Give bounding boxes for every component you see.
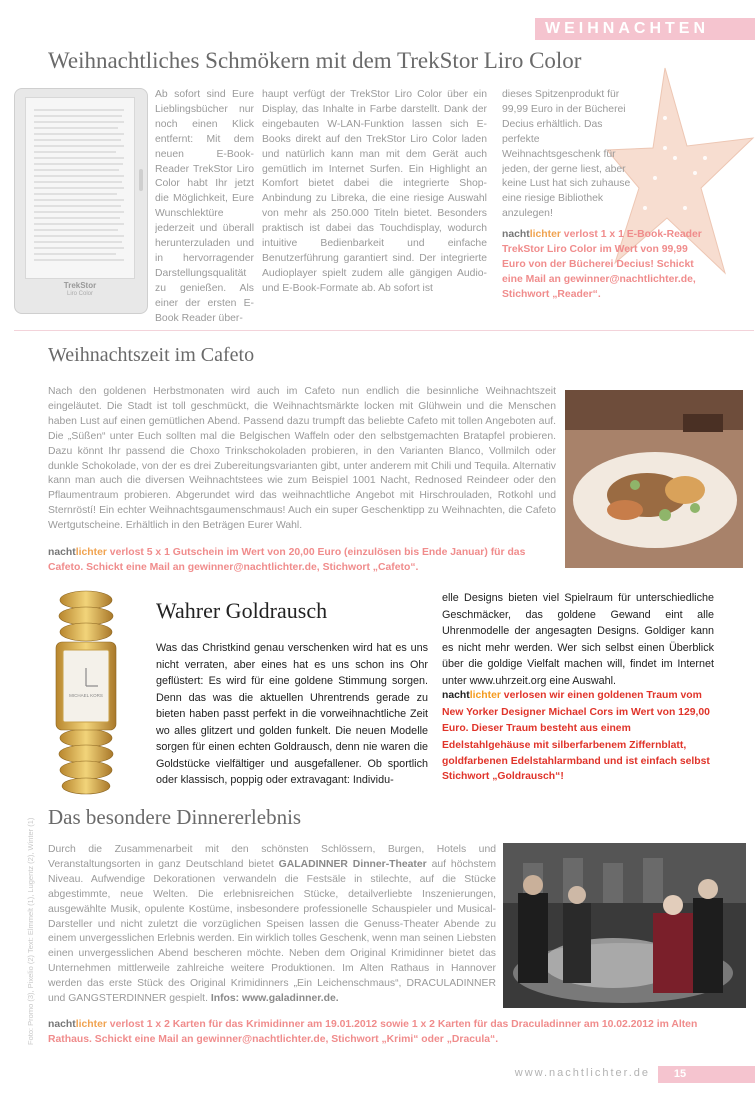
dinner-body-bold: GALADINNER Dinner-Theater xyxy=(278,858,427,870)
cafeto-title: Weihnachtszeit im Cafeto xyxy=(48,344,255,366)
watch-brand: MICHAEL KORS xyxy=(69,693,103,698)
divider-line xyxy=(14,330,754,331)
trekstor-promo xyxy=(502,228,714,328)
goldrausch-col2: elle Designs bieten viel Spielraum für unterschiedliche Geschmäcker, das goldene Gewand eint alle Uhrenmodelle der angesagten Designs. Goldiger kann es nicht mehr werden. Wer sich selbst einen Überblick über die goldige Vielfalt machen will, findet im Internet unter www.uhrzeit.org eine Auswahl. xyxy=(442,592,714,687)
dinner-infos: Infos: www.galadinner.de. xyxy=(210,993,339,1005)
trekstor-col1: Ab sofort sind Eure Lieblingsbücher nur noch einen Klick entfernt: Mit dem neuen E-Book-Reader TrekStor Liro Color habt Ihr jetzt die Möglichkeit, Eure Wunschlektüre jederzeit und überall herunterzuladen und in hervorragender Darstellungsqualität zu genießen. Als einer der ersten E-Book Reader über- xyxy=(155,89,254,324)
brand-nacht: nacht xyxy=(442,690,470,701)
brand-lichter: lichter xyxy=(529,229,561,240)
dinner-theater-image xyxy=(503,843,746,1008)
brand-nacht: nacht xyxy=(48,547,76,558)
dinner-body-b: auf höchstem Niveau. Aufwendige Dekorationen verwandeln die Festsäle in stilechte, auf die Stücke abgestimmte, neue Welten. Die erlebnisreichen Stücke, detailverliebte Inszenierungen, ausgewählte Musik, opulente Kostüme, insbesondere professionelle Schauspieler und Musical-Darsteller und nicht zuletzt die vorzüglichen Speisen lassen die Genuss-Theater Abende zu einem unvergesslichen Erlebnis werden. Ein wirklich tolles Geschenk, wenn man seinen Liebsten einen unvergesslichen Abend bescheren möchte. Neben dem Original Krimidinner bietet das Unternehmen mittlerweile zahlreiche weitere Produktionen. Im Alten Rathaus in Hannover werden das erste Stück des Original Krimidinners „Ein Leichenschmaus“, DRACULADINNER und GANGSTERDINNER gespielt. xyxy=(48,858,496,1005)
ereader-button xyxy=(139,169,143,191)
ereader-image xyxy=(14,88,148,314)
brand-lichter: lichter xyxy=(75,547,107,558)
brand-nacht: nacht xyxy=(48,1019,76,1030)
dinner-body xyxy=(48,843,496,1035)
food-plate-image xyxy=(565,390,743,568)
gold-watch-image xyxy=(40,590,132,795)
cafeto-photo xyxy=(565,390,743,568)
goldrausch-title: Wahrer Goldrausch xyxy=(156,598,328,623)
brand-lichter: lichter xyxy=(75,1019,107,1030)
goldrausch-col1: Was das Christkind genau verschenken wird hat es uns nicht verraten, aber eines hat es uns schon ins Ohr geflüstert: Es wird für eine goldene Stimmung sorgen. Denn das was die aktuellen Uhrentrends gerade zu bieten haben passt perfekt in die vorweihnachtliche Zeit wo alles glitzert und golden funkelt. Die neuen Modelle sorgen für einen echten Goldrausch, denn nie waren die Goldstücke vielfältiger und ausgefallener. Ob sportlich oder klassisch, poppig oder extravagant: Individu- xyxy=(156,642,428,786)
photo-credits: Foto: Promo (3), Pixelio (2) Text: Elmmelt (1), Lugentz (2), Winter (1) xyxy=(26,817,35,1045)
dinner-body-a: Durch die Zusammenarbeit mit den schönsten Schlössern, Burgen, Hotels und Veranstaltungsorten in ganz Deutschland bietet xyxy=(48,844,496,870)
ereader-model: Liro Color xyxy=(66,291,93,297)
trekstor-title: Weihnachtliches Schmökern mit dem TrekStor Liro Color xyxy=(48,48,582,73)
dinner-photo xyxy=(503,843,746,1008)
cafeto-promo xyxy=(48,546,556,576)
brand-nacht: nacht xyxy=(502,229,530,240)
goldrausch-promo-text: verlosen wir einen goldenen Traum vom New Yorker Designer Michael Cors im Wert von 129,00 Euro. Dieser Traum besteht aus einem Edelstahlgehäuse mit silberfarbenem Ziffernblatt, goldfarbenen Edelstahlarmband und ist einfach selbst xyxy=(442,690,710,767)
trekstor-col2: haupt verfügt der TrekStor Liro Color über ein Display, das Inhalte in Farbe darstellt. Dank der eingebauten W-LAN-Funktion lassen sich E-Books direkt auf den TrekStor Liro Color laden und natürlich kann man mit dem Gerät auch gemütlich im Internet Surfen. Ein Highlight an Komfort bietet dabei die integrierte Shop-Anbindung zu Libreka, die eine riesige Auswahl von mehr als 250.000 Titeln bietet. Besonders praktisch ist dabei das Touchdisplay, wodurch intuitive Bedienbarkeit und einfache Benutzerführung garantiert sind. Der integrierte Audioplayer spielt zudem alle gängigen Audio- und E-Book-Formate ab. Ab sofort ist xyxy=(262,89,487,294)
goldrausch-promo xyxy=(442,688,716,772)
ereader-text-lines xyxy=(26,98,134,278)
trekstor-promo-text: verlost 1 x 1 E-Book-Reader TrekStor Liro Color im Wert von 99,99 Euro von der Bücherei Decius! Schickt eine Mail an gewinner@nachtlichter.de, Stichwort „Reader“. xyxy=(502,229,702,300)
footer-url[interactable]: www.nachtlichter.de xyxy=(514,1067,650,1079)
dinner-promo xyxy=(48,1018,720,1050)
goldrausch-keyword: Stichwort „Goldrausch“! xyxy=(442,771,564,782)
page-number: 15 xyxy=(673,1068,687,1080)
dinner-title: Das besondere Dinnererlebnis xyxy=(48,805,302,829)
trekstor-col3: dieses Spitzenprodukt für 99,99 Euro in der Bücherei Decius erhältlich. Das perfekte Weihnachtsgeschenk für jeden, der gerne liest, aber keine Lust hat sich zuhause eine riesige Bibliothek anzulegen! xyxy=(502,89,631,220)
cafeto-body: Nach den goldenen Herbstmonaten wird auch im Cafeto nun endlich die besinnliche Weihnachtszeit eingeläutet. Die Stadt ist toll geschmückt, die Weihnachtsmärkte locken mit Glühwein und die Menschen haben Lust auf einen gemütlichen Abend. Passend dazu trumpft das beliebte Cafeto mit tollen Angeboten auf. Die „Süßen“ unter Euch sollten mal die Belgischen Waffeln oder den selbstgemachten Bratapfel probieren. Dazu könnt Ihr passend die Choxo Trinkschokoladen probieren, in den Varianten Blanco, Vollmilch oder dunkle Schokolade, von der es drei Zubereitungsvarianten gibt, unter anderem mit Chili und Tequila. Alternativ kann man auch die diversen Weihnachtstees wie zum Beispiel 1001 Nacht, Rednosed Reindeer oder den Pflaumentraum probieren. Abgerundet wird das weihnachtliche Angebot mit Hirschrouladen, Rotkohl und Sternröstí! Ein echter Weihnachtsgaumenschmaus! Auch ein super Geschenktipp zu Weihnachten, die Cafeto Wertgutscheine. Erhältlich in den Beträgen Eurer Wahl. xyxy=(48,386,556,532)
dinner-promo-text: verlost 1 x 2 Karten für das Krimidinner am 19.01.2012 sowie 1 x 2 Karten für das Draculadinner am 10.02.2012 im Alten Rathaus. Schickt eine Mail an gewinner@nachtlichter.de, Stichwort „Krimi“ oder „Dracula“. xyxy=(48,1019,698,1045)
ereader-screen xyxy=(25,97,135,279)
ereader-brand: TrekStor xyxy=(63,281,97,290)
section-category: WEIHNACHTEN xyxy=(545,20,709,37)
cafeto-promo-text: verlost 5 x 1 Gutschein im Wert von 20,00 Euro (einzulösen bis Ende Januar) für das Cafeto. Schickt eine Mail an gewinner@nachtlichter.de, Stichwort „Cafeto“. xyxy=(48,547,526,573)
brand-lichter: lichter xyxy=(469,690,501,701)
